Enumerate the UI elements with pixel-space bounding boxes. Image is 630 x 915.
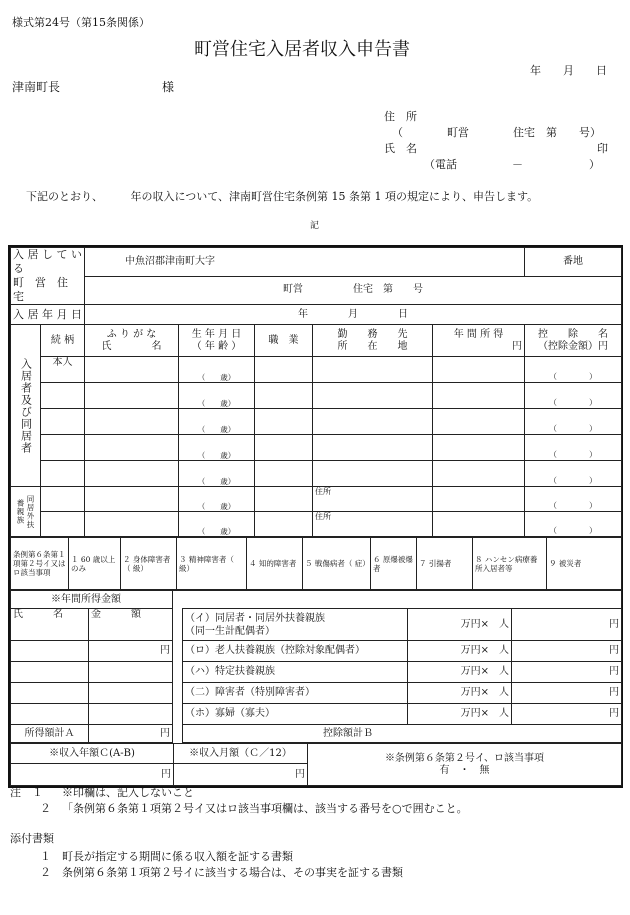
yes-no-options[interactable]: 有 ・ 無 — [439, 764, 490, 776]
table-row — [11, 357, 622, 383]
form-number: 様式第24号（第15条関係） — [12, 16, 150, 29]
residing-housing-label: 入 居 し て い る 町 営 住 宅 — [11, 248, 85, 305]
deduction-item-label: （イ）同居者・同居外扶養親族 （同一生計配偶者） — [183, 609, 408, 641]
deduction-header — [525, 325, 622, 357]
applicable-cell — [308, 744, 622, 786]
relation-cell[interactable] — [41, 383, 85, 409]
job-header: 職 業 — [255, 325, 313, 357]
workplace-location-header: 所 在 地 — [337, 340, 408, 352]
age-cell[interactable]: （ 歳） — [179, 512, 255, 537]
deduction-cell[interactable]: （ ） — [525, 461, 622, 487]
name-cell[interactable] — [85, 383, 179, 409]
deduction-amount-header: （控除金額）円 — [538, 340, 609, 352]
income-name-cell[interactable] — [11, 641, 89, 662]
table-row — [11, 512, 622, 537]
income-cell[interactable] — [433, 383, 525, 409]
birth-header — [179, 325, 255, 357]
job-cell[interactable] — [255, 435, 313, 461]
income-amount-cell[interactable] — [89, 662, 173, 683]
deduction-cell[interactable]: （ ） — [525, 487, 622, 512]
workplace-header — [313, 325, 433, 357]
relation-header: 続 柄 — [41, 325, 85, 357]
income-cell[interactable] — [433, 409, 525, 435]
table-row — [11, 487, 622, 512]
income-cell[interactable] — [433, 487, 525, 512]
relation-self: 本人 — [41, 357, 85, 383]
note-2: 「条例第６条第１項第２号イ又はロ該当事項欄は、該当する番号を○で囲むこと。 — [62, 802, 468, 815]
main-form-table — [8, 245, 623, 788]
addressee-honorific: 様 — [162, 80, 175, 94]
attachment-1-number: １ — [40, 850, 51, 863]
age-cell[interactable]: （ 歳） — [179, 461, 255, 487]
income-total-label: 所得額計Ａ — [11, 725, 89, 743]
job-cell[interactable] — [255, 383, 313, 409]
income-cell[interactable] — [433, 461, 525, 487]
attachment-2-number: ２ — [40, 866, 51, 879]
deduction-cell[interactable]: （ ） — [525, 512, 622, 537]
job-cell[interactable] — [255, 461, 313, 487]
summary-table — [10, 743, 622, 786]
statement: 下記のとおり、 年の収入について、津南町営住宅条例第 15 条第 1 項の規定により、申告します。 — [26, 190, 539, 203]
category-option[interactable]: ５ 戦傷病者（ 症） — [303, 538, 371, 590]
category-option[interactable]: ４ 知的障害者 — [247, 538, 303, 590]
income-name-cell[interactable] — [11, 704, 89, 725]
residence-cell[interactable]: 住所 — [313, 512, 433, 537]
age-cell[interactable]: （ 歳） — [179, 357, 255, 383]
income-amount-header: 金 額 — [89, 609, 173, 641]
attachment-2: 条例第６条第１項第２号イに該当する場合は、その事実を証する書類 — [62, 866, 403, 879]
deduction-item-label: （ハ）特定扶養親族 — [183, 662, 408, 683]
deduction-item-yen[interactable]: 円 — [512, 641, 622, 662]
deduction-item-yen[interactable]: 円 — [512, 609, 622, 641]
relation-cell[interactable] — [41, 409, 85, 435]
income-name-cell[interactable] — [11, 683, 89, 704]
deduction-item-yen[interactable]: 円 — [512, 683, 622, 704]
income-header — [433, 325, 525, 357]
name-cell[interactable] — [85, 409, 179, 435]
deduction-cell[interactable]: （ ） — [525, 409, 622, 435]
workplace-cell[interactable] — [313, 409, 433, 435]
table-row — [11, 683, 622, 704]
name-cell[interactable] — [85, 461, 179, 487]
addressee: 津南町長 — [12, 80, 61, 94]
seal-mark: 印 — [597, 142, 608, 155]
workplace-name-header: 勤 務 先 — [337, 328, 408, 340]
annual-income-c-label: ※収入年額Ｃ(A-B) — [11, 744, 174, 764]
job-cell[interactable] — [255, 512, 313, 537]
category-table — [10, 537, 622, 590]
ki-label: 記 — [310, 221, 320, 231]
category-option[interactable]: ３ 精神障害者（ 級） — [177, 538, 247, 590]
workplace-cell[interactable] — [313, 461, 433, 487]
age-cell[interactable]: （ 歳） — [179, 383, 255, 409]
category-option[interactable]: ９ 被災者 — [547, 538, 622, 590]
applicable-label: ※条例第６条第２号イ、ロ該当事項 — [384, 752, 545, 764]
name-header — [85, 325, 179, 357]
housing-line: 町営 住宅 第 号 — [85, 276, 622, 305]
note-1: ※印欄は、記入しないこと — [62, 786, 194, 799]
banchi-label: 番地 — [525, 248, 622, 277]
income-cell[interactable] — [433, 512, 525, 537]
income-table — [10, 590, 622, 743]
income-cell[interactable] — [433, 357, 525, 383]
relation-cell[interactable] — [41, 512, 85, 537]
move-in-date-value: 年 月 日 — [85, 305, 622, 325]
date-line: 年 月 日 — [530, 64, 607, 77]
category-option[interactable]: ６ 原爆被爆者 — [371, 538, 417, 590]
name-cell[interactable] — [85, 435, 179, 461]
relation-cell[interactable] — [41, 487, 85, 512]
residence-cell[interactable]: 住所 — [313, 487, 433, 512]
table-row — [11, 641, 622, 662]
job-cell[interactable] — [255, 487, 313, 512]
address-line: （ 町営 住宅 第 号） — [392, 126, 601, 139]
annual-income-header: 年 間 所 得 — [453, 328, 504, 340]
income-amount-cell[interactable] — [89, 704, 173, 725]
table-row — [11, 435, 622, 461]
income-yen-header: 円 — [512, 340, 523, 352]
attachments-heading: 添付書類 — [10, 832, 54, 845]
deduction-item-unit[interactable]: 万円× 人 — [408, 683, 512, 704]
name-cell[interactable] — [85, 487, 179, 512]
note-head: 注 １ — [10, 786, 43, 799]
age-cell[interactable]: （ 歳） — [179, 435, 255, 461]
deduction-item-unit[interactable]: 万円× 人 — [408, 609, 512, 641]
age-cell[interactable]: （ 歳） — [179, 409, 255, 435]
income-amount-cell[interactable] — [89, 683, 173, 704]
job-cell[interactable] — [255, 357, 313, 383]
move-in-date-label: 入 居 年 月 日 — [11, 305, 85, 325]
name-label: 氏 名 — [384, 142, 417, 155]
deduction-item-unit[interactable]: 万円× 人 — [408, 662, 512, 683]
table-row — [11, 704, 622, 725]
monthly-income-value[interactable]: 円 — [174, 764, 308, 786]
residence-table — [10, 247, 622, 537]
furigana-header: ふ り が な — [106, 328, 157, 340]
deduction-item-yen[interactable]: 円 — [512, 704, 622, 725]
table-row — [11, 461, 622, 487]
deduction-item-label: （二）障害者（特別障害者） — [183, 683, 408, 704]
deduction-item-yen[interactable]: 円 — [512, 662, 622, 683]
income-name-cell[interactable] — [11, 662, 89, 683]
deduction-item-label: （ホ）寡婦（寡夫） — [183, 704, 408, 725]
kanji-name-header: 氏 名 — [101, 340, 162, 352]
deduction-item-label: （ロ）老人扶養親族（控除対象配偶者） — [183, 641, 408, 662]
dependents-main-label: 養親族 — [16, 498, 25, 525]
table-row — [11, 662, 622, 683]
category-option[interactable]: １ 60 歳以上のみ — [69, 538, 121, 590]
annual-income-amount-header: ※年間所得金額 — [11, 591, 173, 609]
income-total-value[interactable]: 円 — [89, 725, 173, 743]
workplace-cell[interactable] — [313, 383, 433, 409]
job-cell[interactable] — [255, 409, 313, 435]
deduction-name-header: 控 除 名 — [538, 328, 609, 340]
income-amount-cell[interactable]: 円 — [89, 641, 173, 662]
residents-group-label: 入居者及び同居者 — [11, 325, 41, 487]
form-title: 町営住宅入居者収入申告書 — [194, 39, 410, 60]
category-option[interactable]: ８ ハンセン病療養所入居者等 — [473, 538, 547, 590]
age-cell[interactable]: （ 歳） — [179, 487, 255, 512]
annual-income-c-value[interactable]: 円 — [11, 764, 174, 786]
income-name-header: 氏 名 — [11, 609, 89, 641]
table-row — [11, 383, 622, 409]
monthly-income-label: ※収入月額（Ｃ／12） — [174, 744, 308, 764]
deduction-cell[interactable]: （ ） — [525, 435, 622, 461]
note-2-number: ２ — [40, 802, 51, 815]
dependents-label — [11, 487, 41, 537]
deduction-item-unit[interactable]: 万円× 人 — [408, 704, 512, 725]
workplace-cell[interactable] — [313, 435, 433, 461]
table-row — [11, 409, 622, 435]
birthdate-header: 生 年 月 日 — [191, 328, 242, 340]
deduction-item-unit[interactable]: 万円× 人 — [408, 641, 512, 662]
workplace-cell[interactable] — [313, 357, 433, 383]
dependents-sub-label: 同居外扶 — [26, 494, 35, 529]
category-option[interactable]: ７ 引揚者 — [417, 538, 473, 590]
relation-cell[interactable] — [41, 435, 85, 461]
address-label: 住 所 — [384, 110, 417, 123]
attachment-1: 町長が指定する期間に係る収入額を証する書類 — [62, 850, 293, 863]
income-cell[interactable] — [433, 435, 525, 461]
deduction-cell[interactable]: （ ） — [525, 383, 622, 409]
name-cell[interactable] — [85, 512, 179, 537]
address-prefix: 中魚沼郡津南町大字 — [85, 248, 525, 277]
deduction-total-label: 控除額計Ｂ — [183, 725, 622, 743]
phone-line: （電話 － ） — [424, 158, 600, 171]
deduction-cell[interactable]: （ ） — [525, 357, 622, 383]
relation-cell[interactable] — [41, 461, 85, 487]
name-cell[interactable] — [85, 357, 179, 383]
category-label: 条例第６条第１項第２号イ又はロ該当事項 — [11, 538, 69, 590]
age-header: （ 年 齢 ） — [191, 340, 242, 352]
category-option[interactable]: ２ 身体障害者（ 級） — [121, 538, 177, 590]
